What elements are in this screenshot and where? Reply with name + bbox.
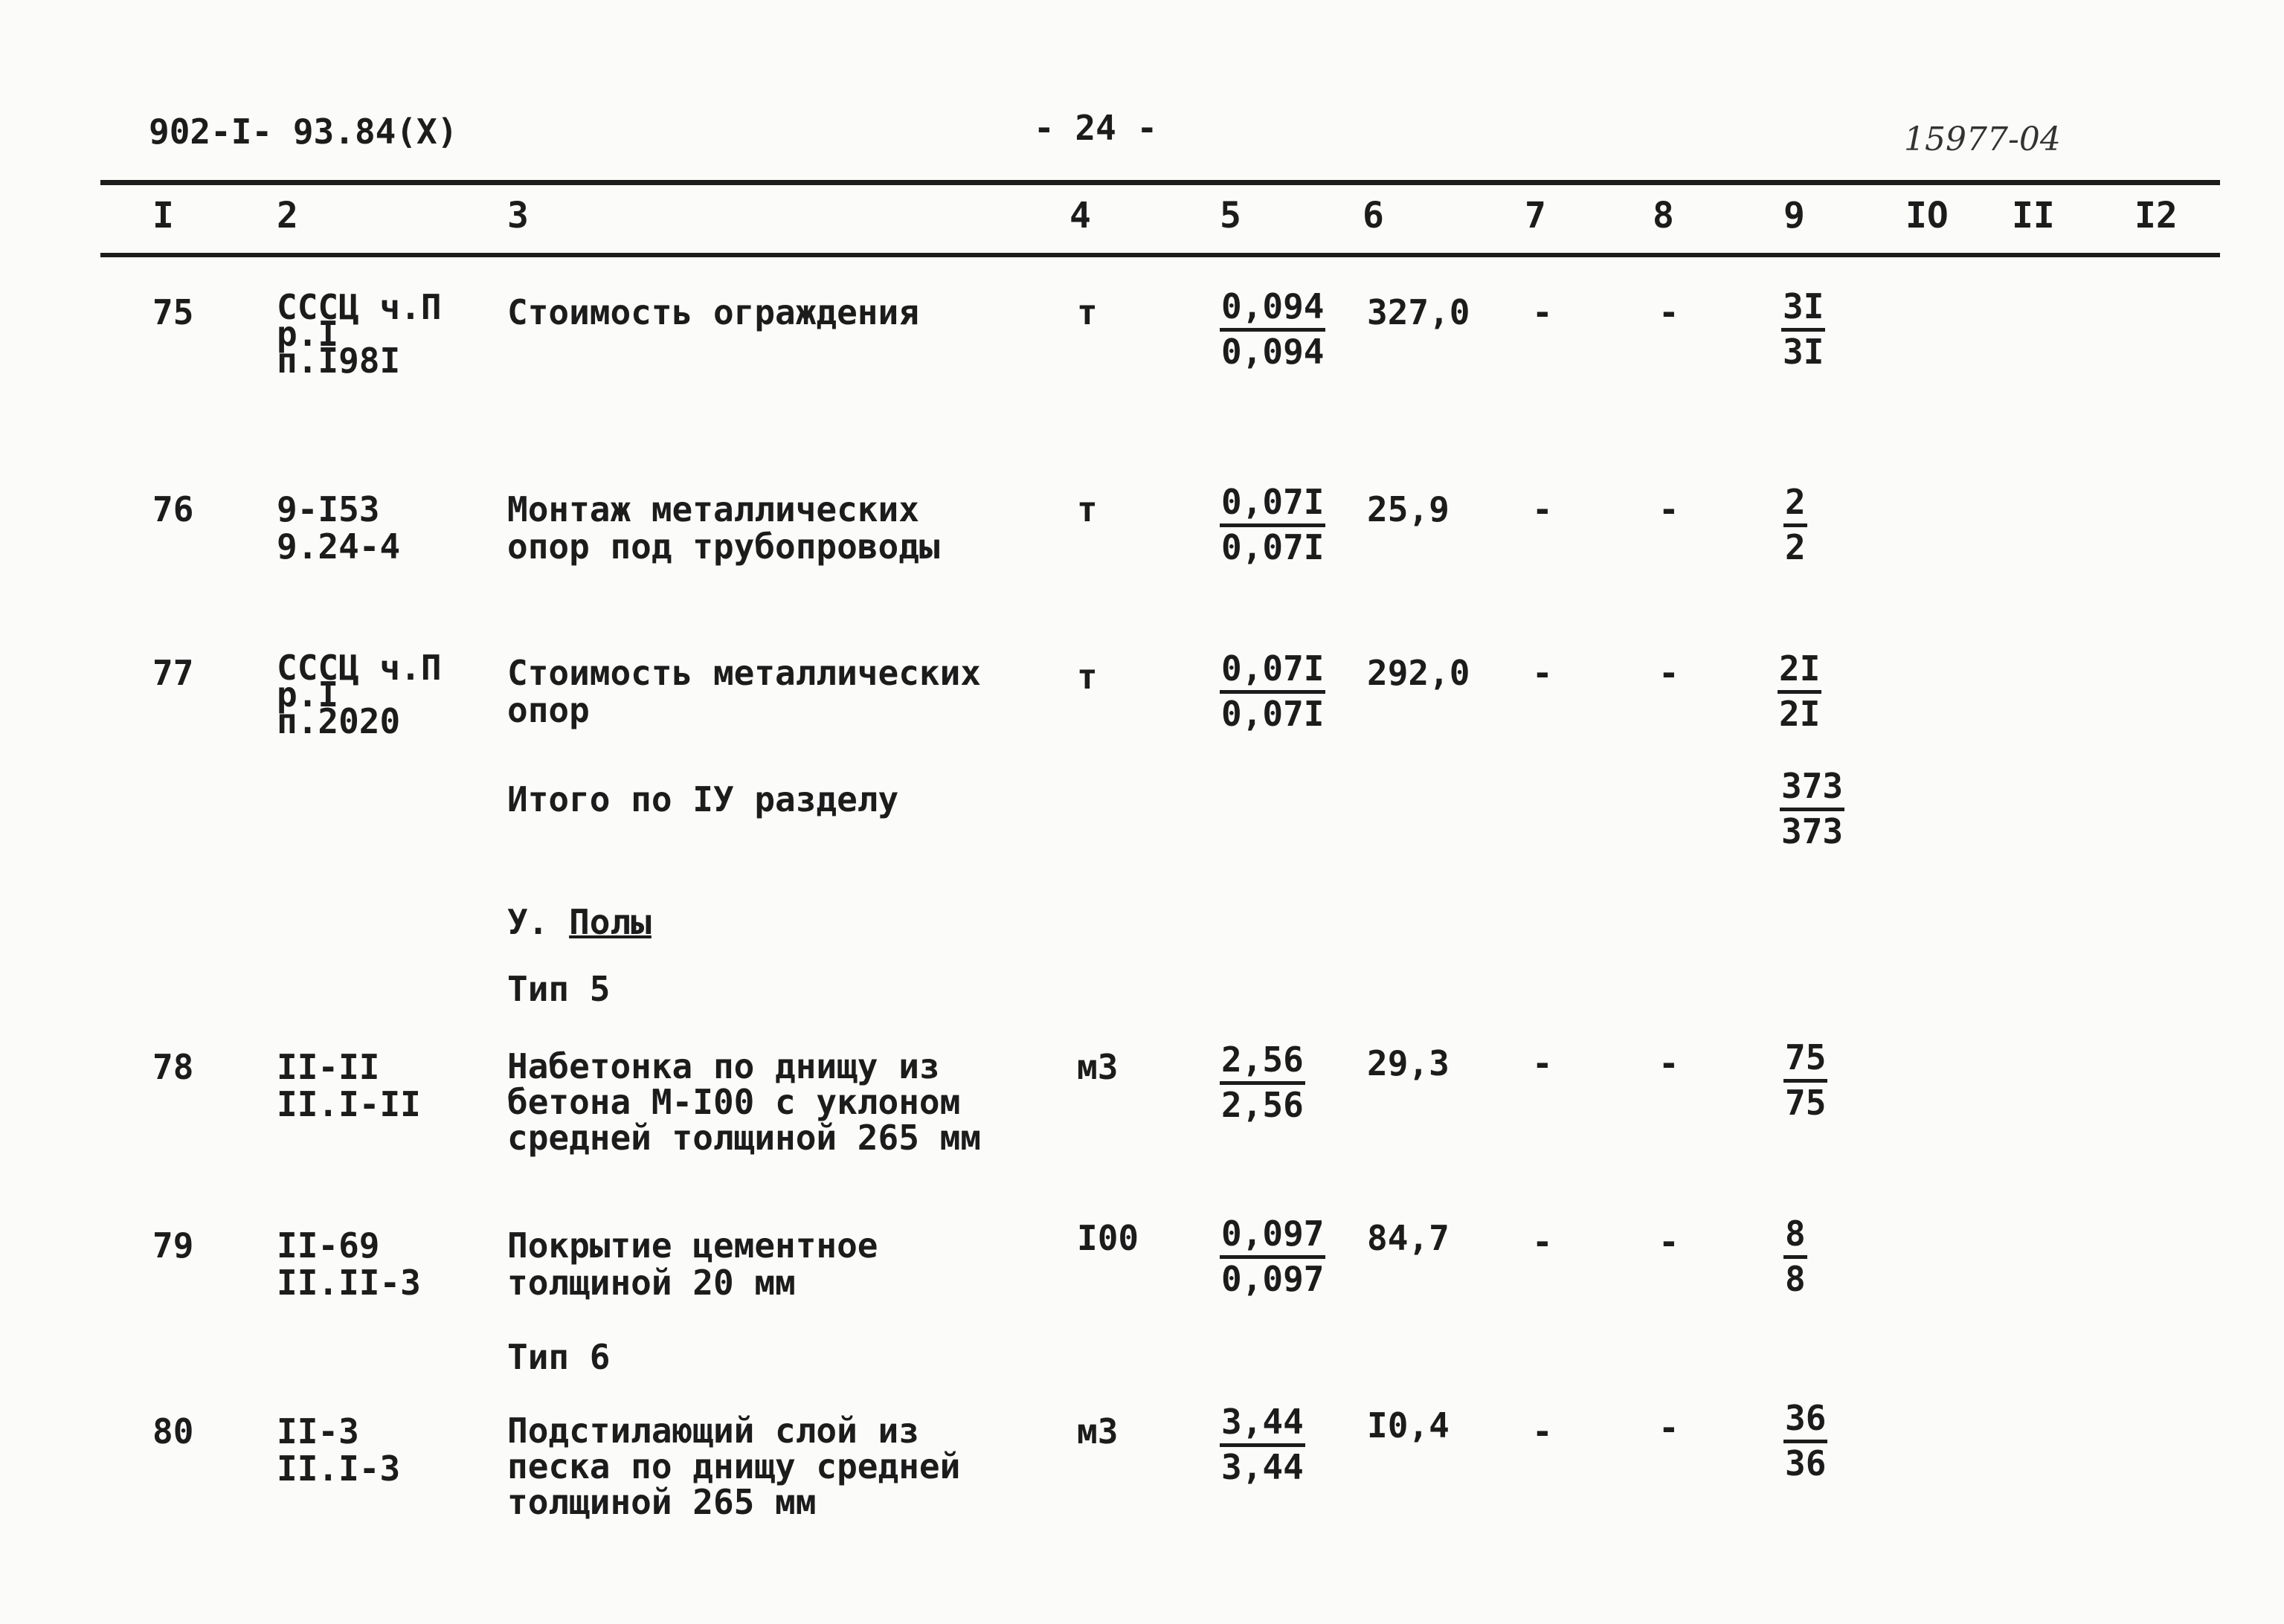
cost-bottom: 8 <box>1785 1259 1806 1299</box>
col-header-6: 6 <box>1363 195 1384 236</box>
quantity-bottom: 0,07I <box>1221 527 1325 567</box>
cost-fraction <box>1783 482 1807 567</box>
quantity-bottom: 0,097 <box>1221 1259 1325 1299</box>
col-header-12: I2 <box>2135 195 2178 236</box>
row-number: 80 <box>152 1411 194 1451</box>
cost-bottom: 75 <box>1785 1083 1827 1123</box>
col7-dash: - <box>1532 653 1553 693</box>
subtotal-label: Итого по IУ разделу <box>507 779 899 819</box>
col-header-10: IO <box>1905 195 1949 236</box>
work-description: Набетонка по днищу из бетона М-I00 с уклоном средней толщиной 265 мм <box>507 1046 981 1158</box>
norm-reference: 9-I53 9.24-4 <box>277 489 401 567</box>
unit-price: 84,7 <box>1367 1218 1450 1258</box>
col8-dash: - <box>1659 489 1679 529</box>
type-5-label: Тип 5 <box>507 969 611 1009</box>
cost-top: 8 <box>1783 1214 1807 1259</box>
unit-price: I0,4 <box>1367 1405 1450 1446</box>
col7-dash: - <box>1532 1222 1553 1262</box>
handwritten-code: 15977-04 <box>1904 120 2061 158</box>
col-header-5: 5 <box>1220 195 1241 236</box>
quantity-bottom: 0,094 <box>1221 332 1325 372</box>
col-header-4: 4 <box>1069 195 1091 236</box>
quantity-fraction <box>1220 648 1325 734</box>
col-header-3: 3 <box>507 195 529 236</box>
page-number: - 24 - <box>1034 108 1158 148</box>
work-description: Покрытие цементное толщиной 20 мм <box>507 1225 878 1303</box>
row-number: 76 <box>152 489 194 529</box>
quantity-bottom: 2,56 <box>1221 1085 1304 1125</box>
col-header-7: 7 <box>1525 195 1546 236</box>
cost-fraction <box>1783 1398 1827 1483</box>
unit: т <box>1077 489 1098 529</box>
norm-reference: СССЦ ч.П р.I п.I98I <box>277 287 442 381</box>
col7-dash: - <box>1532 1043 1553 1083</box>
table-top-rule <box>100 180 2220 185</box>
cost-top: 2I <box>1778 648 1821 694</box>
col7-dash: - <box>1532 1411 1553 1451</box>
unit: т <box>1077 292 1098 332</box>
row-number: 77 <box>152 653 194 693</box>
norm-reference: II-II II.I-II <box>277 1047 421 1124</box>
quantity-top: 3,44 <box>1220 1402 1305 1447</box>
work-description: Монтаж металлических опор под трубопроводы <box>507 489 940 567</box>
quantity-fraction <box>1220 1040 1305 1125</box>
quantity-top: 0,07I <box>1220 482 1325 527</box>
subtotal-bottom: 373 <box>1781 811 1844 851</box>
quantity-fraction <box>1220 286 1325 372</box>
col7-dash: - <box>1532 292 1553 332</box>
quantity-fraction <box>1220 482 1325 567</box>
row-number: 79 <box>152 1225 194 1266</box>
cost-fraction <box>1783 1037 1827 1123</box>
unit-price: 327,0 <box>1367 292 1470 332</box>
work-description: Подстилающий слой из песка по днищу средней толщиной 265 мм <box>507 1411 961 1522</box>
col-header-11: II <box>2012 195 2055 236</box>
row-number: 78 <box>152 1047 194 1087</box>
section-number: У. <box>507 902 549 942</box>
col8-dash: - <box>1659 1222 1679 1262</box>
work-description: Стоимость ограждения <box>507 292 919 332</box>
quantity-top: 0,097 <box>1220 1214 1325 1259</box>
quantity-bottom: 3,44 <box>1221 1447 1304 1487</box>
quantity-top: 0,07I <box>1220 648 1325 694</box>
unit-price: 29,3 <box>1367 1043 1450 1083</box>
work-description: Стоимость металлических опор <box>507 653 981 730</box>
norm-reference: II-3 II.I-3 <box>277 1411 401 1489</box>
cost-fraction <box>1783 1214 1807 1299</box>
cost-top: 75 <box>1783 1037 1827 1083</box>
cost-bottom: 2I <box>1779 694 1821 734</box>
unit: т <box>1077 657 1098 697</box>
cost-fraction <box>1778 648 1821 734</box>
section-title: Полы <box>569 902 652 942</box>
col-header-2: 2 <box>277 195 298 236</box>
col8-dash: - <box>1659 653 1679 693</box>
cost-fraction <box>1781 286 1825 372</box>
cost-bottom: 2 <box>1785 527 1806 567</box>
norm-reference: СССЦ ч.П р.I п.2020 <box>277 648 442 741</box>
type-6-label: Тип 6 <box>507 1337 611 1377</box>
col8-dash: - <box>1659 292 1679 332</box>
unit: I00 <box>1077 1218 1139 1258</box>
col7-dash: - <box>1532 489 1553 529</box>
table-header-rule <box>100 253 2220 257</box>
quantity-top: 0,094 <box>1220 286 1325 332</box>
cost-top: 3I <box>1781 286 1825 332</box>
quantity-bottom: 0,07I <box>1221 694 1325 734</box>
unit: м3 <box>1077 1411 1119 1451</box>
norm-reference: II-69 II.II-3 <box>277 1225 421 1303</box>
cost-bottom: 3I <box>1783 332 1824 372</box>
subtotal-top: 373 <box>1780 766 1844 811</box>
cost-bottom: 36 <box>1785 1443 1827 1483</box>
quantity-top: 2,56 <box>1220 1040 1305 1085</box>
unit-price: 292,0 <box>1367 653 1470 693</box>
cost-top: 36 <box>1783 1398 1827 1443</box>
unit-price: 25,9 <box>1367 489 1450 529</box>
quantity-fraction <box>1220 1214 1325 1299</box>
col-header-1: I <box>152 195 174 236</box>
quantity-fraction <box>1220 1402 1305 1487</box>
document-code: 902-I- 93.84(X) <box>149 112 458 152</box>
col-header-9: 9 <box>1783 195 1805 236</box>
row-number: 75 <box>152 292 194 332</box>
col-header-8: 8 <box>1653 195 1674 236</box>
section-heading <box>507 903 652 941</box>
subtotal-fraction <box>1780 766 1844 851</box>
unit: м3 <box>1077 1047 1119 1087</box>
col8-dash: - <box>1659 1408 1679 1448</box>
cost-top: 2 <box>1783 482 1807 527</box>
col8-dash: - <box>1659 1043 1679 1083</box>
